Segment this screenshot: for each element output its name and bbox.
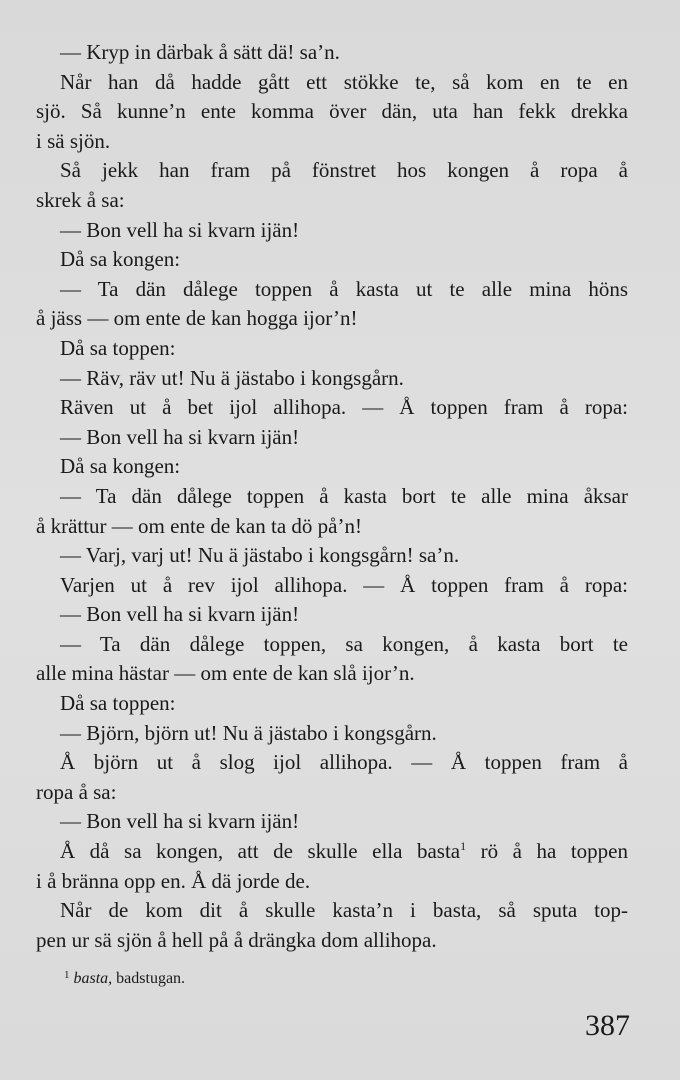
text-line-content: ropa å sa: [36, 779, 117, 804]
text-line [36, 926, 628, 956]
text-line [36, 423, 628, 453]
text-line-content: Räven ut å bet ijol allihopa. — Å toppen fram å ropa: [60, 395, 628, 420]
footnote [64, 964, 185, 990]
text-line-content: Då sa kongen: [60, 454, 181, 479]
text-line-content: — Ta dän dålege toppen, sa kongen, å kasta bort te [60, 631, 628, 656]
text-line [36, 659, 628, 689]
text-line [36, 452, 628, 482]
text-line [36, 541, 628, 571]
text-line [36, 127, 628, 157]
text-line-continuation: rö å ha toppen [466, 839, 629, 864]
text-line-content: — Ta dän dålege toppen å kasta ut te alle mina höns [60, 276, 628, 301]
text-line [36, 68, 628, 98]
text-line-content: — Bon vell ha si kvarn ijän! [60, 602, 300, 627]
footnote-marker: 1 [64, 969, 70, 981]
text-line [36, 689, 628, 719]
text-line-content: Å då sa kongen, att de skulle ella basta [60, 839, 461, 864]
text-line [36, 393, 628, 423]
text-line-content: i å bränna opp en. Å dä jorde de. [36, 868, 311, 893]
text-line-content: — Varj, varj ut! Nu ä jästabo i kongsgårn! sa’n. [60, 543, 460, 568]
text-line [36, 334, 628, 364]
text-line [36, 630, 628, 660]
body-text [36, 38, 628, 955]
text-line [36, 38, 628, 68]
text-line-content: Då sa kongen: [60, 247, 181, 272]
text-line [36, 600, 628, 630]
text-line [36, 778, 628, 808]
text-line-content: sjö. Så kunne’n ente komma över dän, uta han fekk drekka [36, 99, 628, 124]
text-line [36, 275, 628, 305]
text-line [36, 512, 628, 542]
footnote-definition: badstugan. [112, 970, 186, 987]
text-line [36, 216, 628, 246]
footnote-reference: 1 [460, 839, 467, 854]
text-line-content: Å björn ut å slog ijol allihopa. — Å toppen fram å [60, 750, 628, 775]
text-line-content: Så jekk han fram på fönstret hos kongen å ropa å [60, 158, 628, 183]
text-line-content: — Bon vell ha si kvarn ijän! [60, 217, 300, 242]
text-line-content: alle mina hästar — om ente de kan slå ijor’n. [36, 661, 415, 686]
text-line-content: — Bon vell ha si kvarn ijän! [60, 424, 300, 449]
text-line-content: — Kryp in därbak å sätt dä! sa’n. [60, 40, 340, 64]
text-line-content: Når de kom dit å skulle kasta’n i basta, så sputa top- [60, 898, 628, 923]
text-line-content: skrek å sa: [36, 187, 125, 212]
text-line-content: — Bon vell ha si kvarn ijän! [60, 809, 300, 834]
text-line-content: å jäss — om ente de kan hogga ijor’n! [36, 306, 358, 331]
text-line-content: Då sa toppen: [60, 335, 176, 360]
text-line [36, 719, 628, 749]
text-line [36, 837, 628, 867]
text-line [36, 97, 628, 127]
text-line-content: å krättur — om ente de kan ta dö på’n! [36, 513, 362, 538]
text-line-content: pen ur sä sjön å hell på å drängka dom allihopa. [36, 927, 437, 952]
text-line-content: Når han då hadde gått ett stökke te, så kom en te en [60, 69, 628, 94]
text-line [36, 748, 628, 778]
text-line-content: Då sa toppen: [60, 691, 176, 716]
text-line [36, 896, 628, 926]
text-line [36, 867, 628, 897]
page-number: 387 [585, 1009, 630, 1042]
text-line [36, 482, 628, 512]
text-line-content: — Räv, räv ut! Nu ä jästabo i kongsgårn. [60, 365, 404, 390]
text-line-content: Varjen ut å rev ijol allihopa. — Å toppen fram å ropa: [60, 572, 628, 597]
text-line [36, 245, 628, 275]
text-line-content: — Ta dän dålege toppen å kasta bort te alle mina åksar [60, 483, 628, 508]
text-line [36, 364, 628, 394]
text-line-content: — Björn, björn ut! Nu ä jästabo i kongsgårn. [60, 720, 437, 745]
text-line [36, 571, 628, 601]
text-line [36, 304, 628, 334]
footnote-term: basta, [73, 970, 113, 987]
text-line [36, 186, 628, 216]
text-line [36, 807, 628, 837]
text-line [36, 156, 628, 186]
text-line-content: i sä sjön. [36, 128, 111, 153]
